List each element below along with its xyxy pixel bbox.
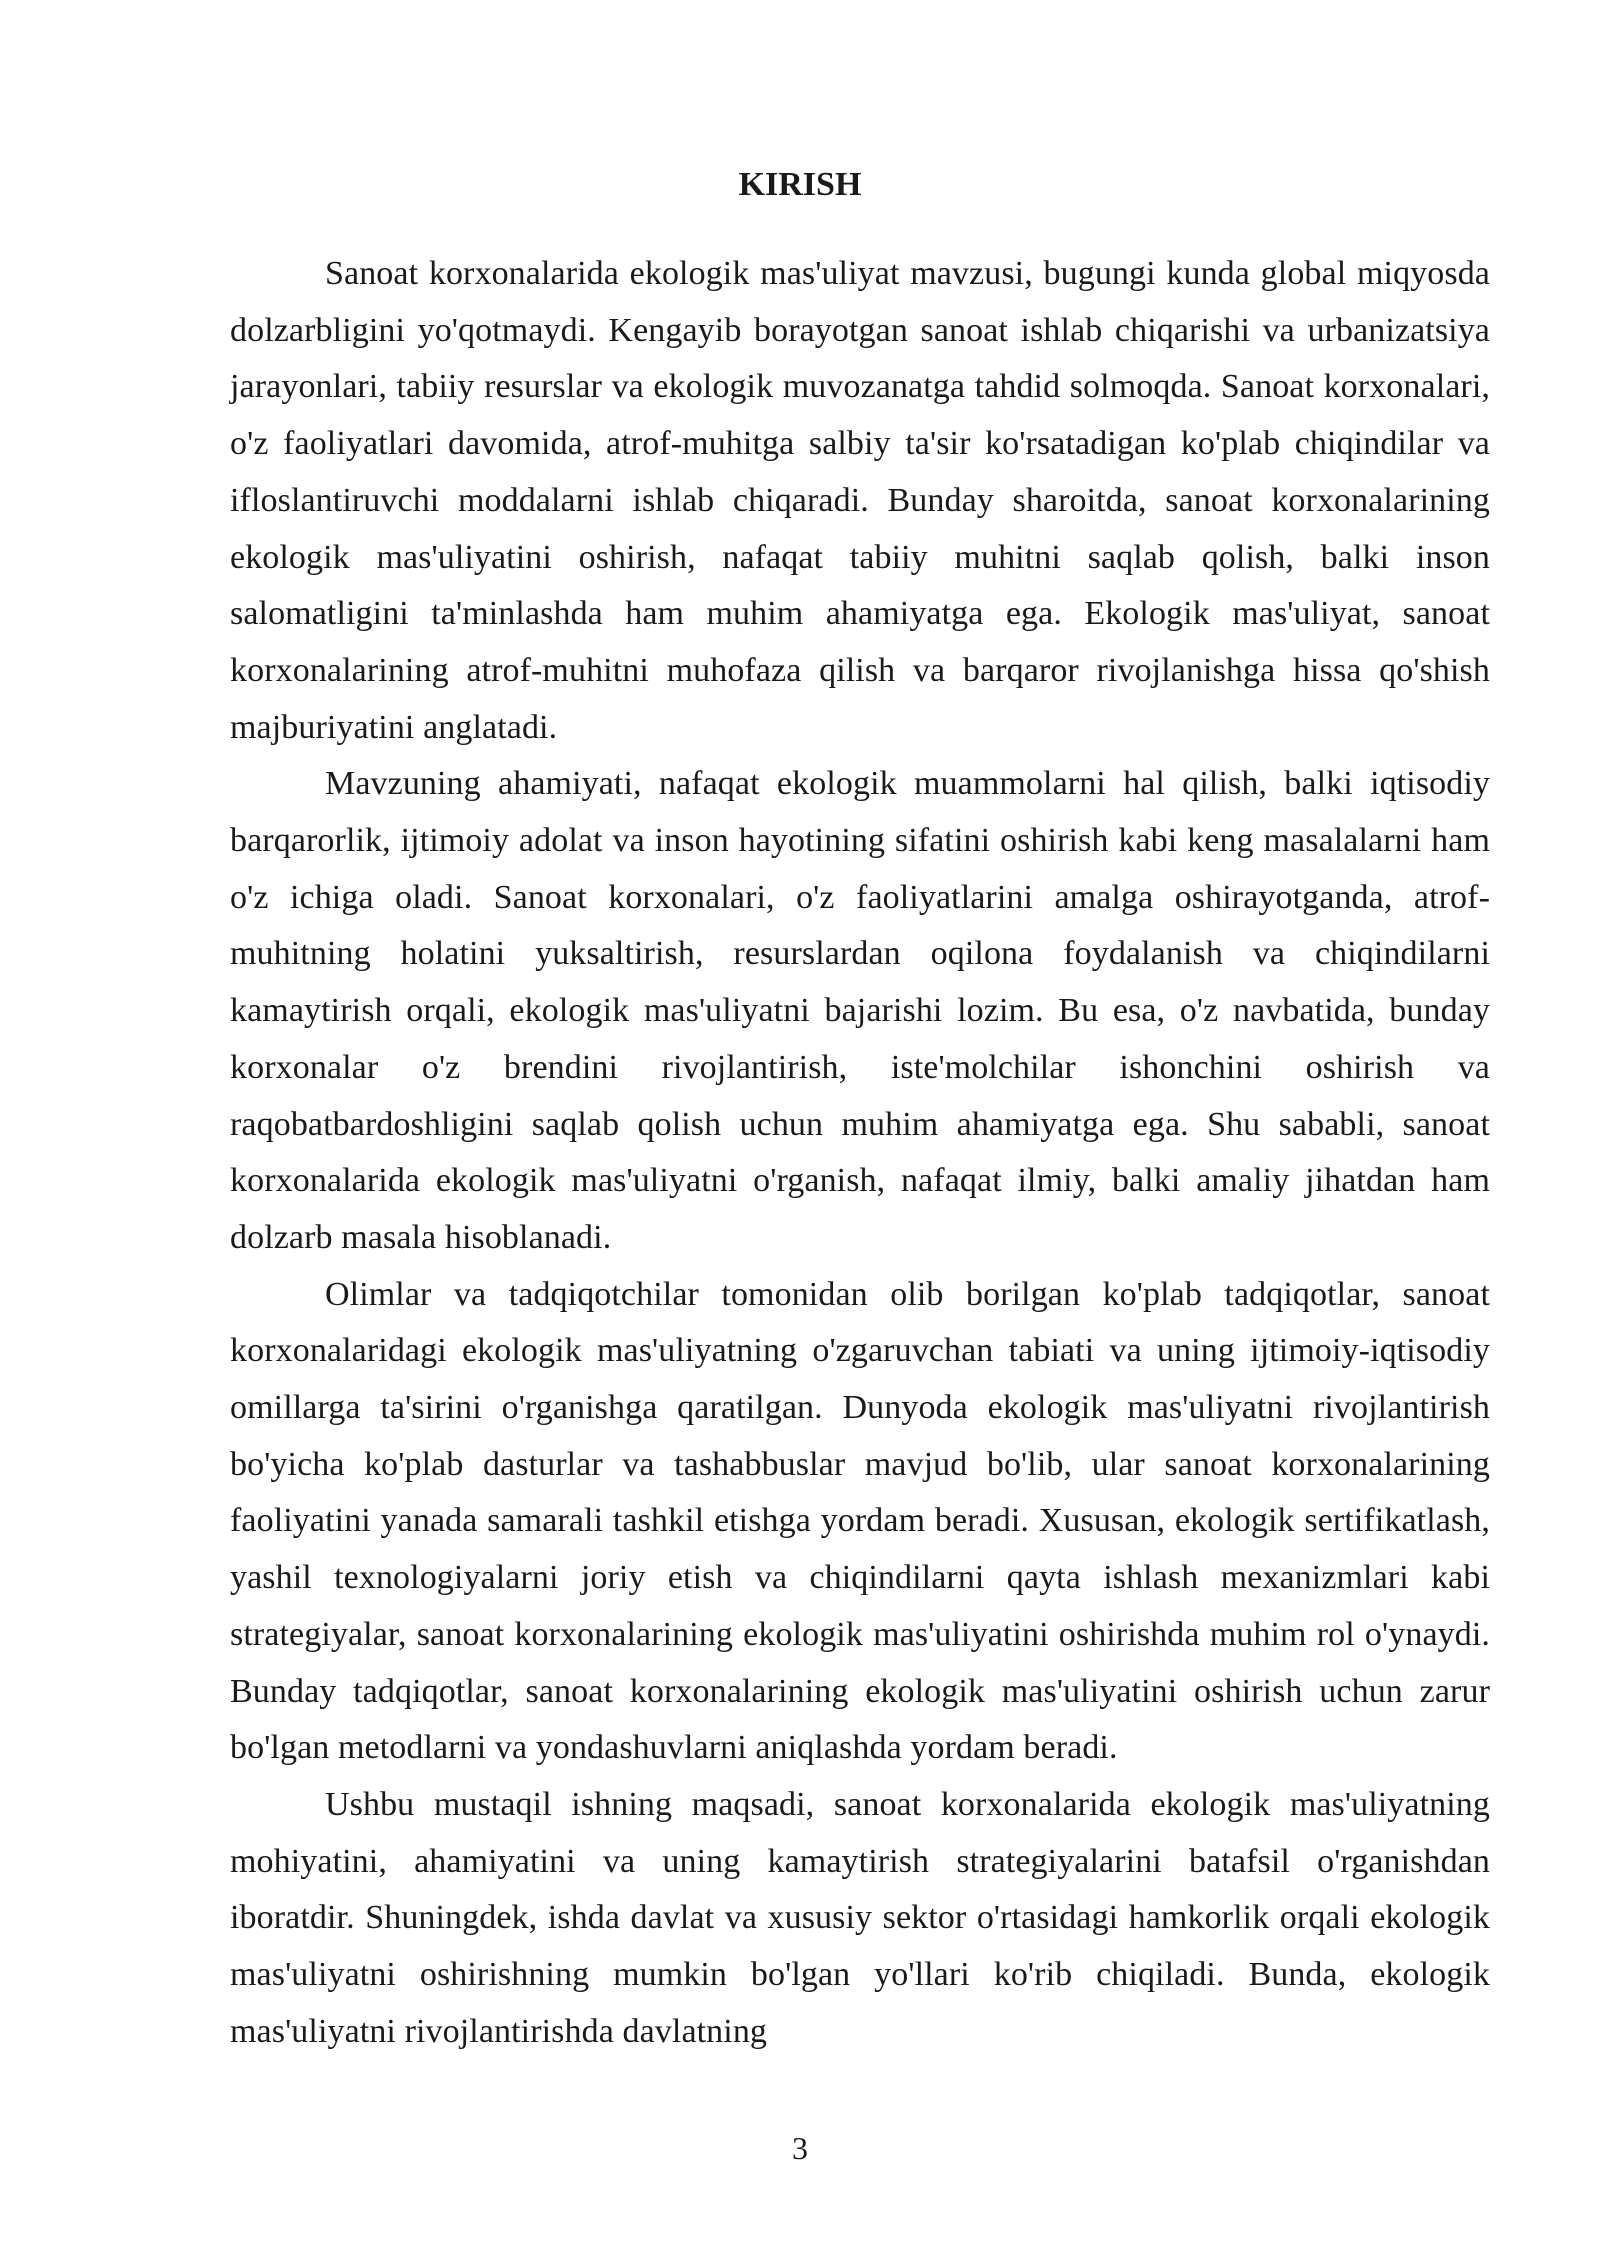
paragraph-3: Olimlar va tadqiqotchilar tomonidan olib borilgan ko'plab tadqiqotlar, sanoat korxonalaridagi ekologik mas'uliyatning o'zgaruvchan tabiati va uning ijtimoiy-iqtisodiy omillarga ta'sirini o'rganishga qaratilgan. Dunyoda ekologik mas'uliyatni rivojlantirish bo'yicha ko'plab dasturlar va tashabbuslar mavjud bo'lib, ular sanoat korxonalarining faoliyatini yanada samarali tashkil etishga yordam beradi. Xususan, ekologik sertifikatlash, yashil texnologiyalarni joriy etish va chiqindilarni qayta ishlash mexanizmlari kabi strategiyalar, sanoat korxonalarining ekologik mas'uliyatini oshirishda muhim rol o'ynaydi. Bunday tadqiqotlar, sanoat korxonalarining ekologik mas'uliyatini oshirish uchun zarur bo'lgan metodlarni va yondashuvlarni aniqlashda yordam beradi. bbox=[230, 1275, 1490, 1767]
paragraph-2: Mavzuning ahamiyati, nafaqat ekologik muammolarni hal qilish, balki iqtisodiy barqarorlik, ijtimoiy adolat va inson hayotining sifatini oshirish kabi keng masalalarni ham o'z ichiga oladi. Sanoat korxonalari, o'z faoliyatlarini amalga oshirayotganda, atrof-muhitning holatini yuksaltirish, resurslardan oqilona foydalanish va chiqindilarni kamaytirish orqali, ekologik mas'uliyatni bajarishi lozim. Bu esa, o'z navbatida, bunday korxonalar o'z brendini rivojlantirish, iste'molchilar ishonchini oshirish va raqobatbardoshligini saqlab qolish uchun muhim ahamiyatga ega. Shu sababli, sanoat korxonalarida ekologik mas'uliyatni o'rganish, nafaqat ilmiy, balki amaliy jihatdan ham dolzarb masala hisoblanadi. bbox=[230, 765, 1490, 1256]
paragraph-1: Sanoat korxonalarida ekologik mas'uliyat mavzusi, bugungi kunda global miqyosda dolzarbligini yo'qotmaydi. Kengayib borayotgan sanoat ishlab chiqarishi va urbanizatsiya jarayonlari, tabiiy resurslar va ekologik muvozanatga tahdid solmoqda. Sanoat korxonalari, o'z faoliyatlari davomida, atrof-muhitga salbiy ta'sir ko'rsatadigan ko'plab chiqindilar va ifloslantiruvchi moddalarni ishlab chiqaradi. Bunday sharoitda, sanoat korxonalarining ekologik mas'uliyatini oshirish, nafaqat tabiiy muhitni saqlab qolish, balki inson salomatligini ta'minlashda ham muhim ahamiyatga ega. Ekologik mas'uliyat, sanoat korxonalarining atrof-muhitni muhofaza qilish va barqaror rivojlanishga hissa qo'shish majburiyatini anglatadi. bbox=[230, 255, 1490, 746]
page-number: 3 bbox=[792, 2130, 808, 2166]
paragraph-4: Ushbu mustaqil ishning maqsadi, sanoat korxonalarida ekologik mas'uliyatning mohiyatini, ahamiyatini va uning kamaytirish strategiyalarini batafsil o'rganishdan iboratdir. Shuningdek, ishda davlat va xususiy sektor o'rtasidagi hamkorlik orqali ekologik mas'uliyatni oshirishning mumkin bo'lgan yo'llari ko'rib chiqiladi. Bunda, ekologik mas'uliyatni rivojlantirishda davlatning bbox=[230, 1785, 1490, 2050]
section-title: KIRISH bbox=[738, 166, 862, 203]
body-text bbox=[230, 246, 1490, 2061]
